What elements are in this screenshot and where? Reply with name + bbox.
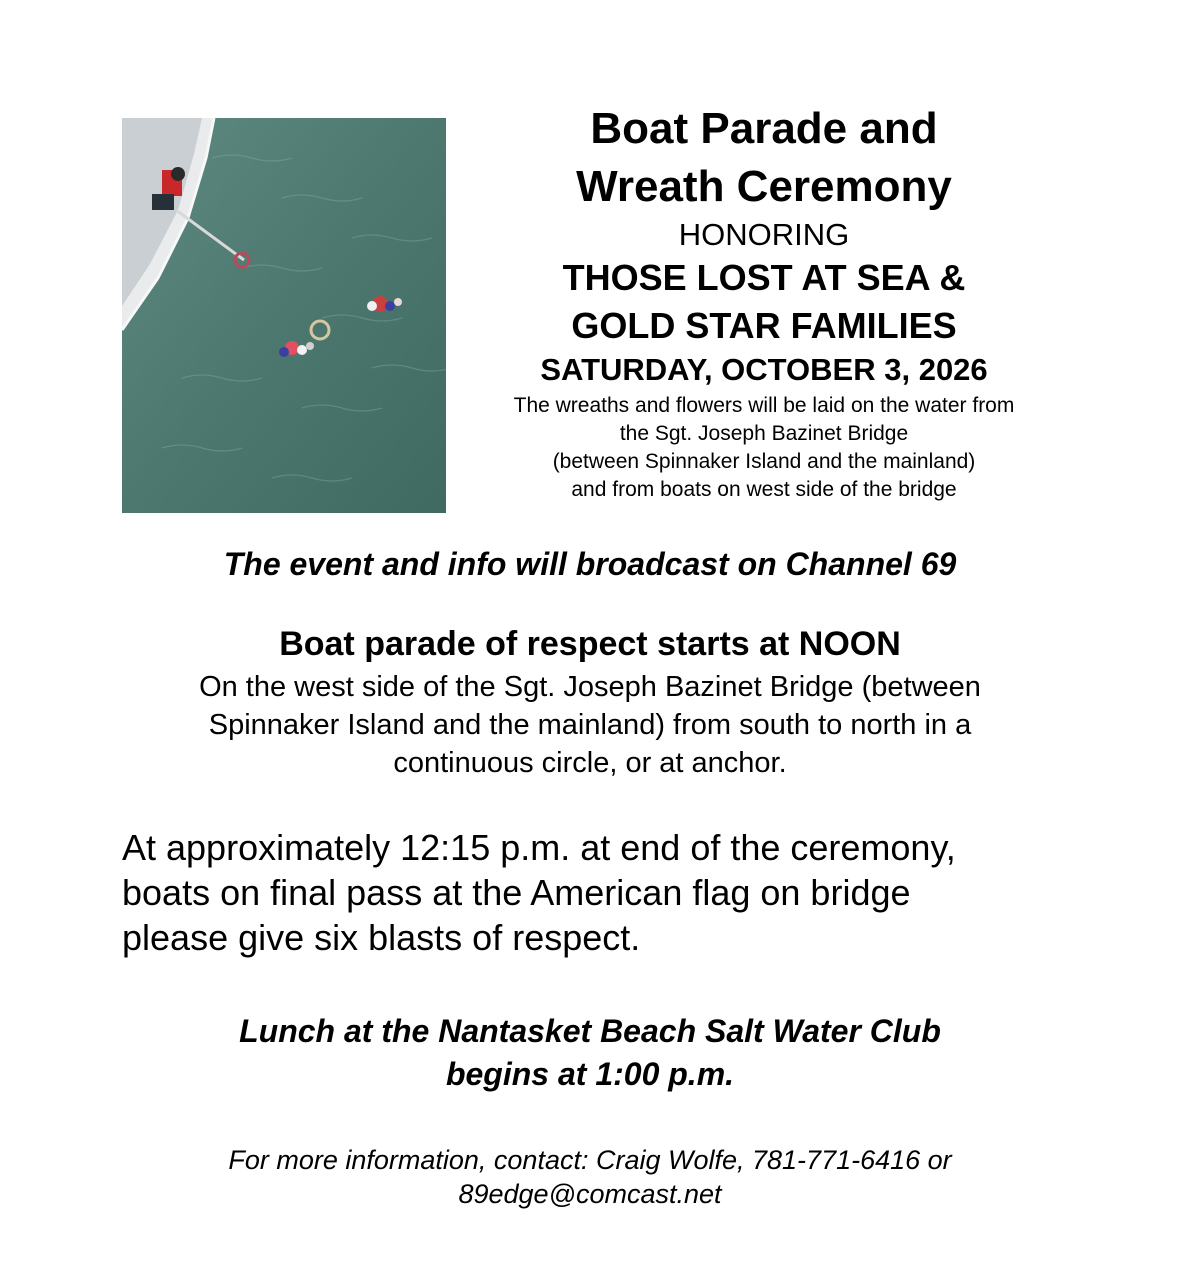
wreath-details-line: the Sgt. Joseph Bazinet Bridge	[619, 422, 909, 445]
wreath-photo-illustration	[122, 118, 446, 513]
event-date: SATURDAY, OCTOBER 3, 2026	[540, 352, 988, 387]
broadcast-notice: The event and info will broadcast on Channel 69	[223, 546, 957, 582]
honorees-line-2: GOLD STAR FAMILIES	[571, 305, 957, 346]
blasts-line: please give six blasts of respect.	[122, 917, 641, 958]
lunch-line: begins at 1:00 p.m.	[445, 1056, 735, 1092]
parade-description-line: continuous circle, or at anchor.	[393, 747, 787, 779]
parade-description-line: Spinnaker Island and the mainland) from south to north in a	[208, 709, 972, 741]
wreath-details-line: The wreaths and flowers will be laid on the water from	[513, 394, 1015, 417]
wreath-details-line: and from boats on west side of the bridge	[571, 478, 957, 501]
wreath-details-line: (between Spinnaker Island and the mainland)	[552, 450, 976, 473]
parade-heading: Boat parade of respect starts at NOON	[279, 625, 901, 663]
contact-line: For more information, contact: Craig Wolfe, 781-771-6416 or	[228, 1145, 952, 1175]
honorees-line-1: THOSE LOST AT SEA &	[562, 257, 966, 298]
parade-description-line: On the west side of the Sgt. Joseph Bazinet Bridge (between	[199, 671, 981, 703]
blasts-instructions	[122, 825, 1082, 960]
wreath-details	[466, 392, 1062, 504]
lunch-notice	[0, 1010, 1180, 1096]
lunch-line: Lunch at the Nantasket Beach Salt Water Club	[239, 1013, 941, 1049]
event-title-line-1: Boat Parade and	[590, 104, 938, 153]
event-title-line-2: Wreath Ceremony	[576, 162, 952, 211]
contact-email[interactable]: 89edge@comcast.net	[458, 1179, 722, 1209]
parade-description	[100, 668, 1080, 782]
event-header	[466, 100, 1062, 504]
blasts-line: boats on final pass at the American flag on bridge	[122, 872, 911, 913]
wreath-photo	[122, 118, 446, 513]
blasts-line: At approximately 12:15 p.m. at end of the ceremony,	[122, 827, 956, 868]
contact-info	[0, 1143, 1180, 1211]
honoring-label: HONORING	[678, 217, 850, 252]
